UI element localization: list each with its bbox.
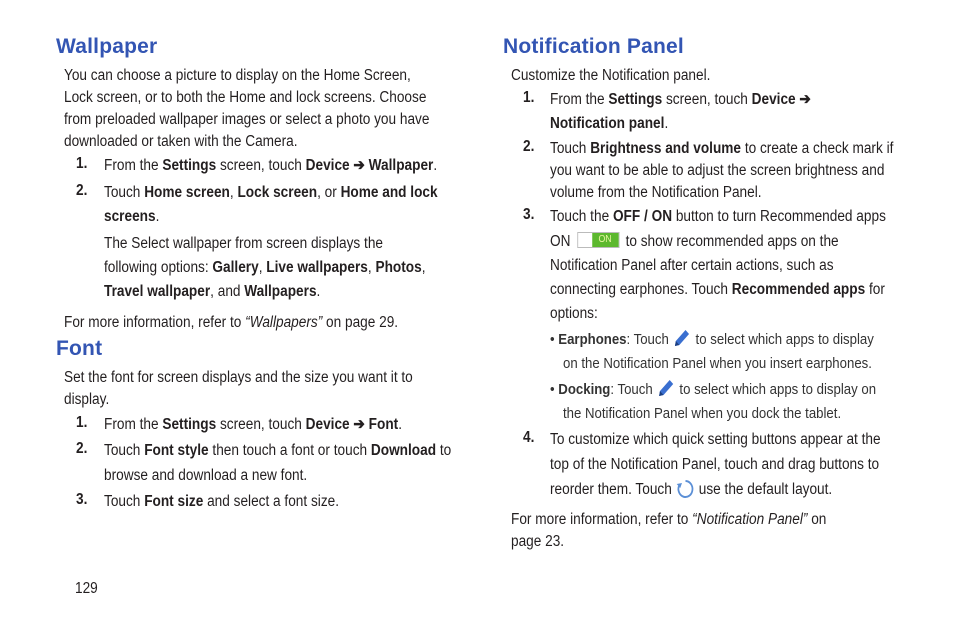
page-number: 129	[75, 580, 98, 597]
wallpaper-select-line1: The Select wallpaper from screen displays the	[104, 235, 384, 252]
bullet-earphones: • Earphones: Touch to select which apps to display	[550, 328, 874, 351]
wallpaper-intro-1: You can choose a picture to display on the Home Screen,	[64, 67, 411, 84]
notif-step2-line2: you want to be able to adjust the screen brightness and	[550, 162, 885, 179]
notif-step3: Touch the OFF / ON button to turn Recommended apps	[550, 208, 886, 225]
notif-step2-number: 2.	[523, 138, 535, 155]
bullet-docking-line2: the Notification Panel when you dock the tablet.	[563, 405, 842, 422]
wallpaper-step2-number: 2.	[76, 182, 88, 199]
notif-step4-line3: reorder them. Touch use the default layout.	[550, 478, 832, 501]
notification-panel-link[interactable]: “Notification Panel”	[692, 511, 808, 528]
font-intro-2: display.	[64, 391, 110, 408]
wallpaper-intro-3: from preloaded wallpaper images or select a photo you have	[64, 111, 430, 128]
wallpaper-heading: Wallpaper	[56, 35, 158, 58]
notif-step2-line3: volume from the Notification Panel.	[550, 184, 762, 201]
font-step2-line2: browse and download a new font.	[104, 467, 308, 484]
font-intro-1: Set the font for screen displays and the size you want it to	[64, 369, 413, 386]
notif-step1-line2: Notification panel.	[550, 115, 669, 132]
notif-step3-line2: ON ON to show recommended apps on the	[550, 233, 839, 250]
notif-more-info-line2: page 23.	[511, 533, 565, 550]
notif-step3-line4: connecting earphones. Touch Recommended apps for	[550, 281, 885, 298]
font-step3: Touch Font size and select a font size.	[104, 493, 340, 510]
toggle-on-label: ON	[592, 233, 618, 247]
notif-more-info: For more information, refer to “Notification Panel” on	[511, 511, 827, 528]
wallpapers-link[interactable]: “Wallpapers”	[245, 314, 323, 331]
wallpaper-select-line2: following options: Gallery, Live wallpapers, Photos,	[104, 259, 426, 276]
bullet-earphones-line2: on the Notification Panel when you insert earphones.	[563, 355, 872, 372]
wallpaper-more-info: For more information, refer to “Wallpapers” on page 29.	[64, 314, 399, 331]
font-step1-number: 1.	[76, 414, 88, 431]
notif-step3-line5: options:	[550, 305, 598, 322]
notif-step1: From the Settings screen, touch Device ➔	[550, 91, 811, 108]
reset-icon[interactable]	[676, 478, 695, 500]
notification-intro: Customize the Notification panel.	[511, 67, 711, 84]
font-heading: Font	[56, 337, 103, 360]
wallpaper-step1-number: 1.	[76, 155, 88, 172]
bullet-docking: • Docking: Touch to select which apps to display on	[550, 378, 876, 401]
font-step2-number: 2.	[76, 440, 88, 457]
recommended-apps-toggle[interactable]	[577, 232, 619, 248]
pencil-icon[interactable]	[656, 378, 675, 398]
notif-step4-number: 4.	[523, 429, 535, 446]
wallpaper-step1: From the Settings screen, touch Device ➔ Wallpaper.	[104, 157, 438, 174]
wallpaper-select-line3: Travel wallpaper, and Wallpapers.	[104, 283, 321, 300]
font-step2: Touch Font style then touch a font or touch Download to	[104, 442, 452, 459]
notif-step3-line3: Notification Panel after certain actions, such as	[550, 257, 834, 274]
pencil-icon[interactable]	[673, 328, 692, 348]
notif-step4-line2: top of the Notification Panel, touch and drag buttons to	[550, 456, 880, 473]
notif-step3-number: 3.	[523, 206, 535, 223]
wallpaper-step2: Touch Home screen, Lock screen, or Home and lock	[104, 184, 438, 201]
wallpaper-intro-2: Lock screen, or to both the Home and lock screens. Choose	[64, 89, 427, 106]
font-step3-number: 3.	[76, 491, 88, 508]
notif-step4-line1: To customize which quick setting buttons appear at the	[550, 431, 881, 448]
font-step1: From the Settings screen, touch Device ➔ Font.	[104, 416, 403, 433]
notif-step1-number: 1.	[523, 89, 535, 106]
wallpaper-step2-line2: screens.	[104, 208, 160, 225]
notif-step2: Touch Brightness and volume to create a check mark if	[550, 140, 894, 157]
wallpaper-intro-4: downloaded or taken with the Camera.	[64, 133, 298, 150]
notification-panel-heading: Notification Panel	[503, 35, 684, 58]
